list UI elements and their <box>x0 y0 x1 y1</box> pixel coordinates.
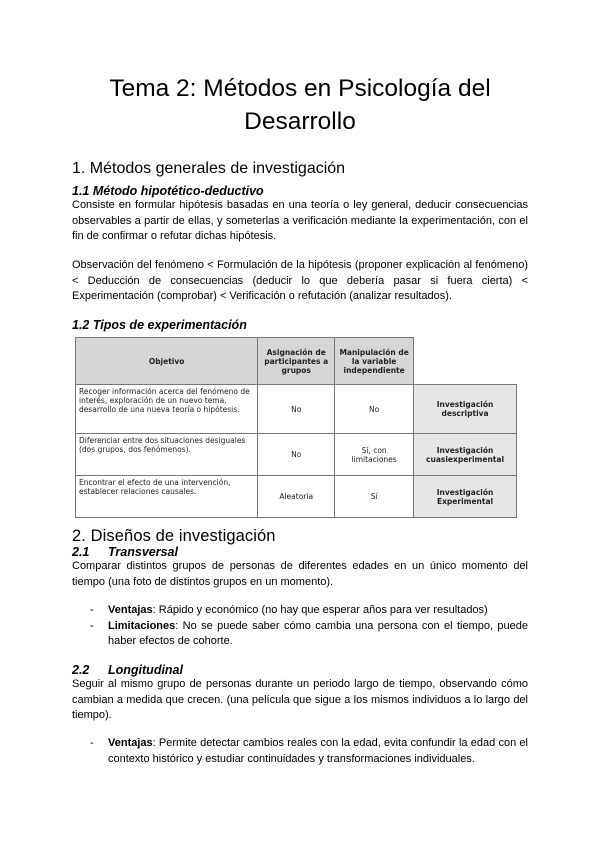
subsection-2-2-bullet-list <box>72 736 528 767</box>
subsection-1-1-heading: 1.1 Método hipotético-deductivo <box>72 184 264 198</box>
table-cell-research-type: Investigación cuasiexperimental <box>414 434 517 476</box>
bullet-label: Limitaciones <box>108 619 176 632</box>
subsection-1-1-paragraph-2: Observación del fenómeno < Formulación de la hipótesis (proponer explicación al fenómeno) < Deducción de consecuencias (deducir lo que debería pasar si fuera cierta) < Experimentación (comprobar) < Verificación o refutación (analizar resultados). <box>72 259 528 302</box>
table-cell-objective: Diferenciar entre dos situaciones desiguales (dos grupos, dos fenómenos). <box>76 434 258 476</box>
subsection-1-2-heading: 1.2 Tipos de experimentación <box>72 318 247 332</box>
list-item <box>72 603 528 619</box>
bullet-text: : Rápido y económico (no hay que esperar años para ver resultados) <box>152 604 488 616</box>
subsection-2-2-paragraph: Seguir al mismo grupo de personas durante un periodo largo de tiempo, observando cómo cambian a medida que crecen. (una película que sigue a los mismos individuos a lo largo del tiempo). <box>72 678 528 721</box>
table-cell-assignment: No <box>258 385 335 434</box>
table-row <box>76 385 517 434</box>
bullet-label: Ventajas <box>108 604 153 616</box>
table-cell-research-type: Investigación Experimental <box>414 476 517 518</box>
subsection-2-2-number: 2.2 <box>72 663 90 677</box>
subsection-2-1-name: Transversal <box>108 545 178 559</box>
table-header-cell <box>414 338 517 385</box>
list-item <box>72 619 528 650</box>
bullet-dash: - <box>90 604 94 616</box>
subsection-2-1-paragraph: Comparar distintos grupos de personas de diferentes edades en un único momento del tiempo (una foto de distintos grupos en un momento). <box>72 560 528 588</box>
bullet-dash: - <box>90 619 94 632</box>
experimentation-types-table <box>75 337 517 518</box>
title-line-2: Desarrollo <box>244 108 356 135</box>
title-line-1: Tema 2: Métodos en Psicología del <box>109 75 491 102</box>
table-header-row <box>76 338 517 385</box>
subsection-1-1-paragraph-1: Consiste en formular hipótesis basadas en una teoría o ley general, deducir consecuencias observables a partir de ellas, y someterlas a verificación mediante la experimentación, con el fin de confirmar o refutar dichas hipótesis. <box>72 199 528 242</box>
bullet-label: Ventajas <box>108 737 153 749</box>
document-title <box>72 72 528 138</box>
subsection-2-2-name: Longitudinal <box>108 663 183 677</box>
subsection-2-1-heading <box>72 544 528 560</box>
table-cell-assignment: No <box>258 434 335 476</box>
table-cell-objective: Encontrar el efecto de una intervención, establecer relaciones causales. <box>76 476 258 518</box>
section-2-heading: 2. Diseños de investigación <box>72 527 276 545</box>
table-cell-research-type: Investigación descriptiva <box>414 385 517 434</box>
bullet-text: : Permite detectar cambios reales con la edad, evita confundir la edad con el contexto histórico y estudiar continuidades y transformaciones individuales. <box>108 737 528 765</box>
bullet-dash: - <box>90 737 94 749</box>
bullet-text: : No se puede saber cómo cambia una persona con el tiempo, puede haber efectos de cohorte. <box>108 619 528 647</box>
subsection-2-2-heading <box>72 662 528 678</box>
table-cell-manipulation: No <box>335 385 414 434</box>
table-row <box>76 434 517 476</box>
table-cell-manipulation: Sí, con limitaciones <box>335 434 414 476</box>
table-header-cell: Manipulación de la variable independiente <box>335 338 414 385</box>
table-cell-manipulation: Sí <box>335 476 414 518</box>
table-header-cell: Asignación de participantes a grupos <box>258 338 335 385</box>
table-cell-objective: Recoger información acerca del fenómeno de interés, exploración de un nuevo tema, desarrollo de una nueva teoría o hipótesis. <box>76 385 258 434</box>
subsection-2-1-number: 2.1 <box>72 545 90 559</box>
section-1-heading: 1. Métodos generales de investigación <box>72 160 346 177</box>
list-item <box>72 736 528 767</box>
table-header-cell: Objetivo <box>76 338 258 385</box>
table-cell-assignment: Aleatoria <box>258 476 335 518</box>
table-row <box>76 476 517 518</box>
subsection-2-1-bullet-list <box>72 603 528 650</box>
